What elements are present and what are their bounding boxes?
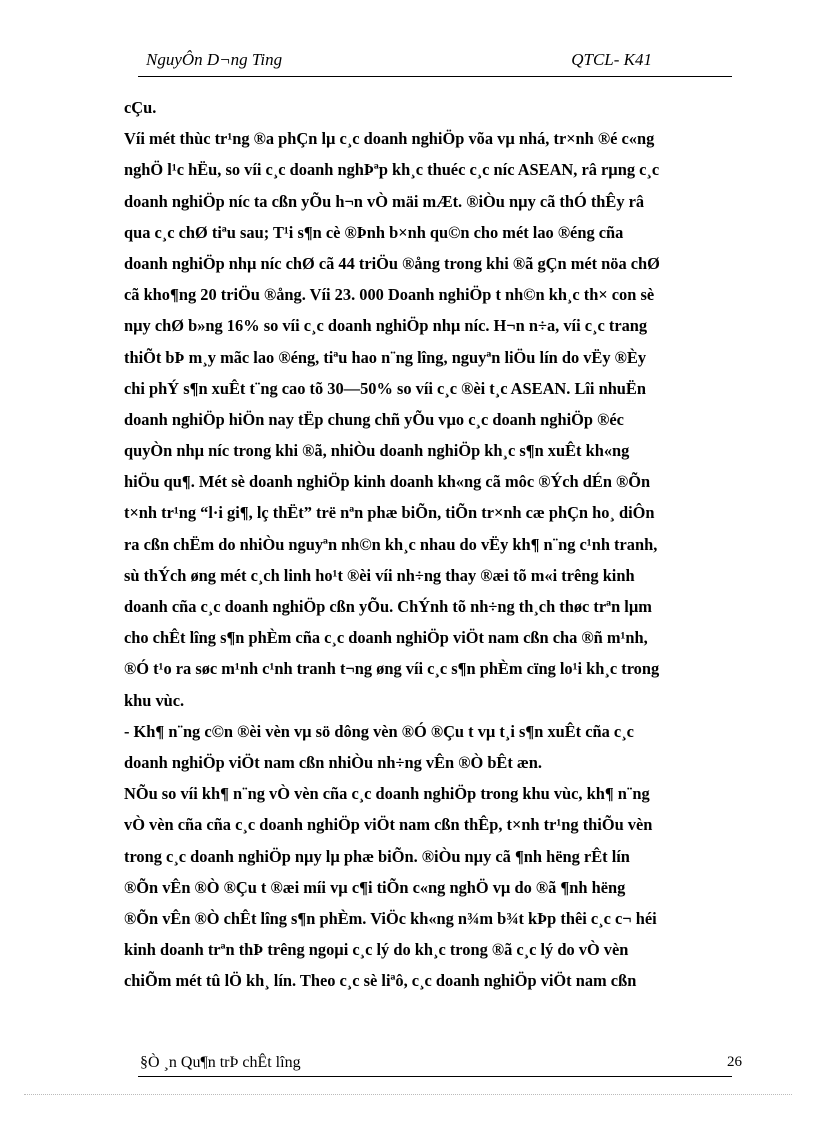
- header-course: QTCL- K41: [571, 50, 652, 69]
- body-line: doanh nghiÖp níc ta cßn yÕu h¬n vÒ mäi mÆt. ®iÒu nµy cã thÓ thÊy râ: [124, 191, 645, 211]
- body-line: cÇu.: [124, 98, 157, 117]
- page-divider: [24, 1094, 792, 1095]
- body-line: ®Ó t¹o ra søc m¹nh c¹nh tranh t¬ng øng víi c¸c s¶n phÈm cïng lo¹i kh¸c trong: [124, 659, 660, 679]
- body-line: ®Õn vÊn ®Ò chÊt lîng s¶n phÈm. ViÖc kh«ng n¾m b¾t kÞp thêi c¸c c¬ héi: [124, 908, 657, 928]
- body-line: thiÕt bÞ m¸y mãc lao ®éng, tiªu hao n¨ng lîng, nguyªn liÖu lín do vËy ®Èy: [124, 347, 647, 367]
- page-number: 26: [727, 1054, 742, 1070]
- body-line: NÕu so víi kh¶ n¨ng vÒ vèn cña c¸c doanh nghiÖp trong khu vùc, kh¶ n¨ng: [124, 784, 650, 804]
- body-line: ®Õn vÊn ®Ò ®Çu t ®æi míi vµ c¶i tiÕn c«ng nghÖ vµ do ®ã ¶nh hëng: [124, 877, 626, 897]
- body-line: doanh nghiÖp nhµ níc chØ cã 44 triÖu ®ång trong khi ®ã gÇn mét nöa chØ: [124, 253, 660, 273]
- body-line: qua c¸c chØ tiªu sau; T¹i s¶n cè ®Þnh b×nh qu©n cho mét lao ®éng cña: [124, 222, 624, 242]
- body-line: - Kh¶ n¨ng c©n ®èi vèn vµ sö dông vèn ®Ó ®Çu t vµ t¸i s¶n xuÊt cña c¸c: [124, 721, 634, 741]
- body-line: ra cßn chËm do nhiÒu nguyªn nh©n kh¸c nhau do vËy kh¶ n¨ng c¹nh tranh,: [124, 534, 658, 554]
- body-line: kinh doanh trªn thÞ trêng ngoµi c¸c lý do kh¸c trong ®ã c¸c lý do vÒ vèn: [124, 940, 629, 960]
- body-line: khu vùc.: [124, 690, 185, 710]
- page-header: [138, 46, 732, 77]
- body-line: doanh nghiÖp hiÖn nay tËp chung chñ yÕu vµo c¸c doanh nghiÖp ®éc: [124, 409, 624, 429]
- body-line: doanh nghiÖp viÖt nam cßn nhiÒu nh÷ng vÊn ®Ò bÊt æn.: [124, 752, 542, 772]
- body-line: hiÖu qu¶. Mét sè doanh nghiÖp kinh doanh kh«ng cã môc ®Ých dÉn ®Õn: [124, 472, 651, 492]
- body-line: vÒ vèn cña cña c¸c doanh nghiÖp viÖt nam cßn thÊp, t×nh tr¹ng thiÕu vèn: [124, 815, 653, 835]
- body-line: quyÒn nhµ níc trong khi ®ã, nhiÒu doanh nghiÖp kh¸c s¶n xuÊt kh«ng: [124, 441, 630, 461]
- body-line: cã kho¶ng 20 triÖu ®ång. Víi 23. 000 Doanh nghiÖp t nh©n kh¸c th× con sè: [124, 285, 655, 305]
- body-line: cho chÊt lîng s¶n phÈm cña c¸c doanh nghiÖp viÖt nam cßn cha ®ñ m¹nh,: [124, 628, 648, 648]
- page-footer: [138, 1050, 742, 1077]
- body-line: chiÕm mét tû lÖ kh¸ lín. Theo c¸c sè liªô, c¸c doanh nghiÖp viÖt nam cßn: [124, 971, 637, 991]
- body-line: Víi mét thùc tr¹ng ®a phÇn lµ c¸c doanh nghiÖp võa vµ nhá, tr×nh ®é c«ng: [124, 129, 655, 149]
- body-line: t×nh tr¹ng “l·i gi¶, lç thËt” trë nªn phæ biÕn, tiÕn tr×nh cæ phÇn ho¸ diÔn: [124, 503, 655, 523]
- body-text: [124, 92, 764, 996]
- header-author: NguyÔn D¬ng Ting: [146, 50, 283, 69]
- body-line: trong c¸c doanh nghiÖp nµy lµ phæ biÕn. ®iÒu nµy cã ¶nh hëng rÊt lín: [124, 846, 630, 866]
- body-line: nµy chØ b»ng 16% so víi c¸c doanh nghiÖp nhµ níc. H¬n n÷a, víi c¸c trang: [124, 316, 648, 336]
- body-line: nghÖ l¹c hËu, so víi c¸c doanh nghÞªp kh¸c thuéc c¸c níc ASEAN, râ rµng c¸c: [124, 160, 660, 180]
- body-line: sù thÝch øng mét c¸ch linh ho¹t ®èi víi nh÷ng thay ®æi tõ m«i trêng kinh: [124, 565, 635, 585]
- body-line: doanh cña c¸c doanh nghiÖp cßn yÕu. ChÝnh tõ nh÷ng th¸ch thøc trªn lµm: [124, 597, 652, 616]
- footer-title: §Ò ¸n Qu¶n trÞ chÊt lîng: [140, 1054, 301, 1071]
- body-line: chi phÝ s¶n xuÊt t¨ng cao tõ 30—50% so víi c¸c ®èi t¸c ASEAN. Lîi nhuËn: [124, 378, 646, 398]
